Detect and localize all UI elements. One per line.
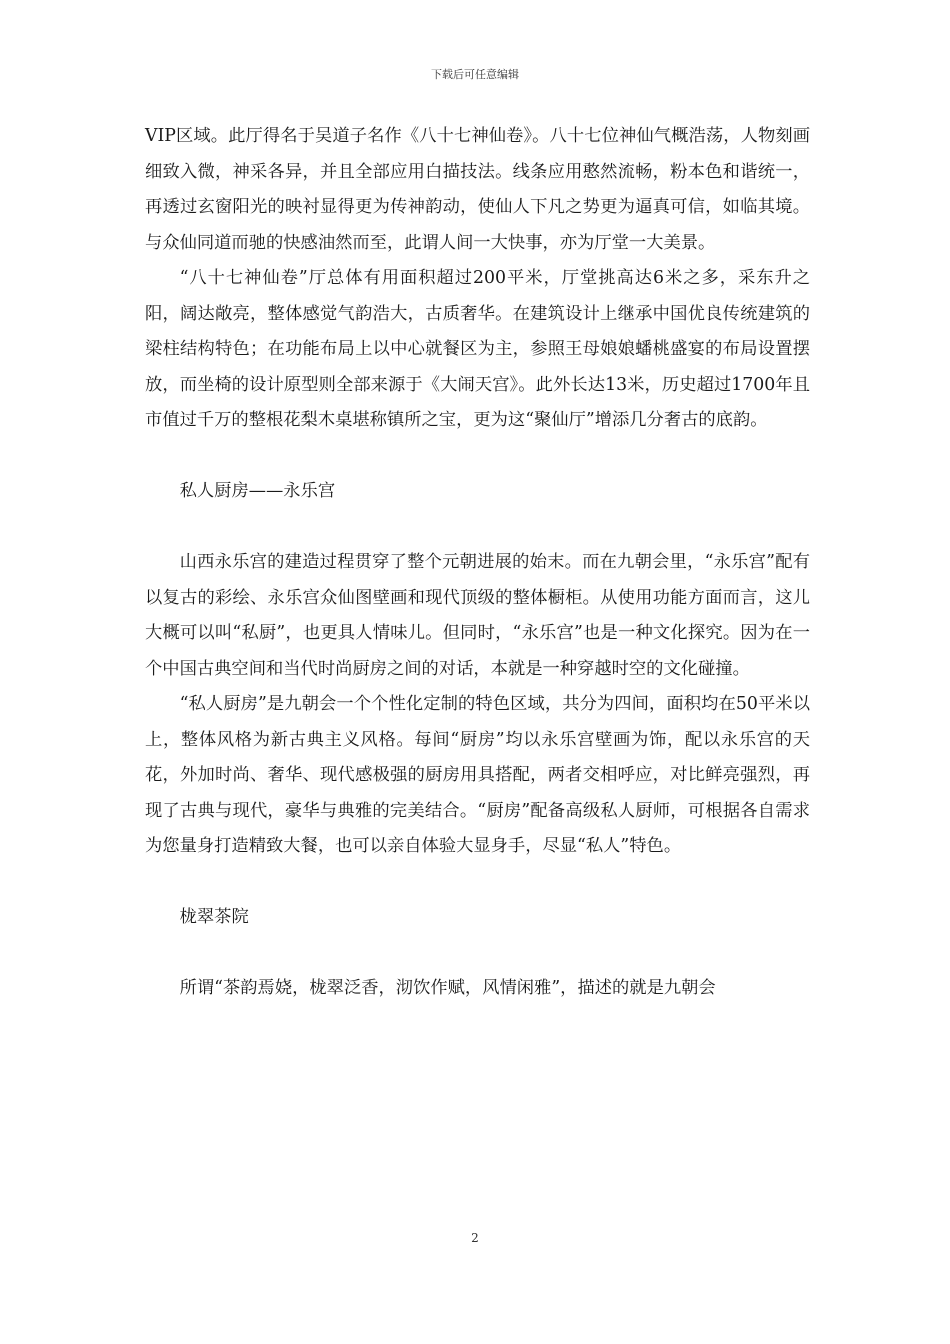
spacer: [145, 510, 810, 546]
section-heading-private-kitchen: 私人厨房——永乐宫: [179, 481, 336, 501]
paragraph-yongle-palace: 山西永乐宫的建造过程贯穿了整个元朝进展的始末。而在九朝会里，“永乐宫”配有以复古的彩绘、永乐宫众仙图壁画和现代顶级的整体橱柜。从使用功能方面而言，这儿大概可以叫“私厨”，也更具人情味儿。但同时，“永乐宫”也是一种文化探究。因为在一个中国古典空间和当代时尚厨房之间的对话，本就是一种穿越时空的文化碰撞。: [145, 552, 810, 679]
paragraph-hall-description: “八十七神仙卷”厅总体有用面积超过200平米，厅堂挑高达6米之多，采东升之阳，阔达敞亮，整体感觉气韵浩大，古质奢华。在建筑设计上继承中国优良传统建筑的梁柱结构特色；在功能布局上以中心就餐区为主，参照王母娘娘蟠桃盛宴的布局设置摆放，而坐椅的设计原型则全部来源于《大闹天宫》。此外长达13米，历史超过1700年且市值过千万的整根花梨木桌堪称镇所之宝，更为这“聚仙厅”增添几分奢古的底韵。: [145, 268, 810, 430]
document-body: [145, 119, 810, 1007]
paragraph-private-kitchen: “私人厨房”是九朝会一个个性化定制的特色区域，共分为四间，面积均在50平米以上，整体风格为新古典主义风格。每间“厨房”均以永乐宫壁画为饰，配以永乐宫的天花，外加时尚、奢华、现代感极强的厨房用具搭配，两者交相呼应，对比鲜亮强烈，再现了古典与现代，豪华与典雅的完美结合。“厨房”配备高级私人厨师，可根据各自需求为您量身打造精致大餐，也可以亲自体验大显身手，尽显“私人”特色。: [145, 694, 810, 856]
section-heading-tea-house: 栊翠茶院: [179, 907, 249, 927]
page-header: 下载后可任意编辑: [431, 68, 519, 81]
paragraph-vip-area: VIP区域。此厅得名于吴道子名作《八十七神仙卷》。八十七位神仙气概浩荡，人物刻画细致入微，神采各异，并且全部应用白描技法。线条应用憨然流畅，粉本色和谐统一，再透过玄窗阳光的映衬显得更为传神韵动，使仙人下凡之势更为逼真可信，如临其境。与众仙同道而驰的快感油然而至，此谓人间一大快事，亦为厅堂一大美景。: [145, 126, 810, 253]
paragraph-tea-house: 所谓“茶韵焉娆，栊翠泛香，沏饮作赋，风情闲雅”，描述的就是九朝会: [179, 978, 716, 998]
spacer: [145, 865, 810, 901]
spacer: [145, 439, 810, 475]
spacer: [145, 936, 810, 972]
page-number: 2: [471, 1231, 479, 1245]
